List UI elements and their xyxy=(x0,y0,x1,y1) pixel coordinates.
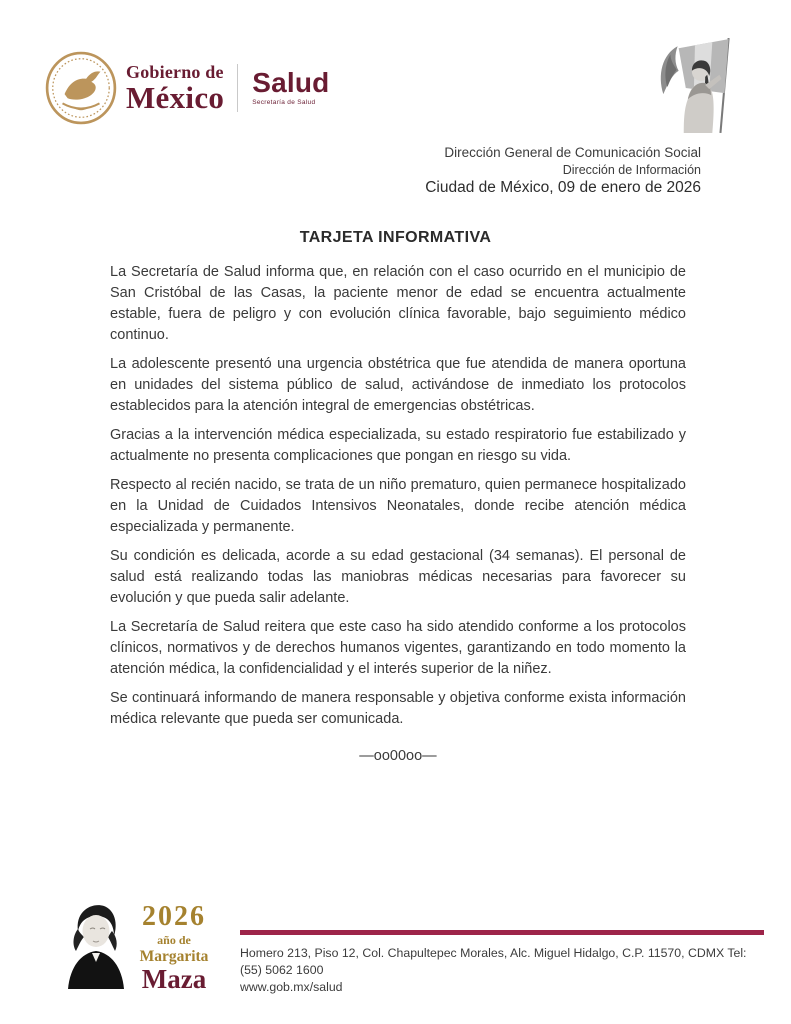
city-date-line: Ciudad de México, 09 de enero de 2026 xyxy=(425,179,701,196)
paragraph-1: La Secretaría de Salud informa que, en relación con el caso ocurrido en el municipio de San Cristóbal de las Casas, la paciente menor de edad se encuentra actualmente estable, fuera de peligro y con evolución clínica favorable, bajo seguimiento médico continuo. xyxy=(110,264,686,343)
footer-website: www.gob.mx/salud xyxy=(240,980,343,994)
year-emblem-2026 xyxy=(126,903,222,993)
emblem-year: 2026 xyxy=(142,901,206,932)
emblem-margarita: Margarita xyxy=(139,948,209,965)
direccion-general-line: Dirección General de Comunicación Social xyxy=(444,145,701,160)
document-title: TARJETA INFORMATIVA xyxy=(299,229,492,246)
salud-wordmark-block xyxy=(252,69,329,107)
emblem-maza: Maza xyxy=(141,963,207,994)
paragraph-3: Gracias a la intervención médica especializada, su estado respiratorio fue estabilizado y actualmente no presenta complicaciones que pongan en riesgo su vida. xyxy=(110,427,686,464)
mexico-text: México xyxy=(126,80,225,115)
salud-wordmark: Salud xyxy=(252,67,330,99)
paragraph-7: Se continuará informando de manera responsable y objetiva conforme exista información médica relevante que pueda ser comunicada. xyxy=(110,690,686,727)
document-body xyxy=(110,262,686,767)
woman-with-flag-image xyxy=(648,34,746,136)
gobierno-de-mexico-brand xyxy=(44,50,329,126)
emblem-sub: año de xyxy=(157,933,191,947)
footer-divider-rule xyxy=(240,930,764,935)
direccion-informacion-line: Dirección de Información xyxy=(562,162,701,177)
paragraph-2: La adolescente presentó una urgencia obstétrica que fue atendida de manera oportuna en unidades del sistema público de salud, activándose de inmediato los protocolos establecidos para la atención integral de emergencias obstétricas. xyxy=(110,356,686,414)
gobierno-de-text: Gobierno de xyxy=(126,62,224,82)
gobierno-de-mexico-wordmark xyxy=(126,63,224,113)
document-meta-block xyxy=(425,146,701,196)
paragraph-6: La Secretaría de Salud reitera que este caso ha sido atendido conforme a los protocolos clínicos, normativos y de derechos humanos vigentes, garantizando en todo momento la atención médica, la confidencialidad y el interés superior de la niñez. xyxy=(110,619,686,677)
secretaria-de-salud-subtext: Secretaría de Salud xyxy=(252,99,316,107)
paragraph-5: Su condición es delicada, acorde a su edad gestacional (34 semanas). El personal de salud está realizando todas las maniobras médicas necesarias para favorecer su evolución y que pueda salir adelante. xyxy=(110,548,686,606)
footer-address: Homero 213, Piso 12, Col. Chapultepec Morales, Alc. Miguel Hidalgo, C.P. 11570, CDMX Tel: (55) 5062 1600 xyxy=(240,946,747,977)
footer-contact-block xyxy=(240,930,764,996)
paragraph-4: Respecto al recién nacido, se trata de un niño prematuro, quien permanece hospitalizado en la Unidad de Cuidados Intensivos Neonatales, donde recibe atención médica especializada y permanente. xyxy=(110,477,686,535)
mexican-eagle-seal-icon xyxy=(44,50,118,126)
closing-mark: —oo00oo— xyxy=(359,748,437,764)
brand-divider-line xyxy=(237,64,238,112)
margarita-maza-portrait xyxy=(62,897,130,989)
